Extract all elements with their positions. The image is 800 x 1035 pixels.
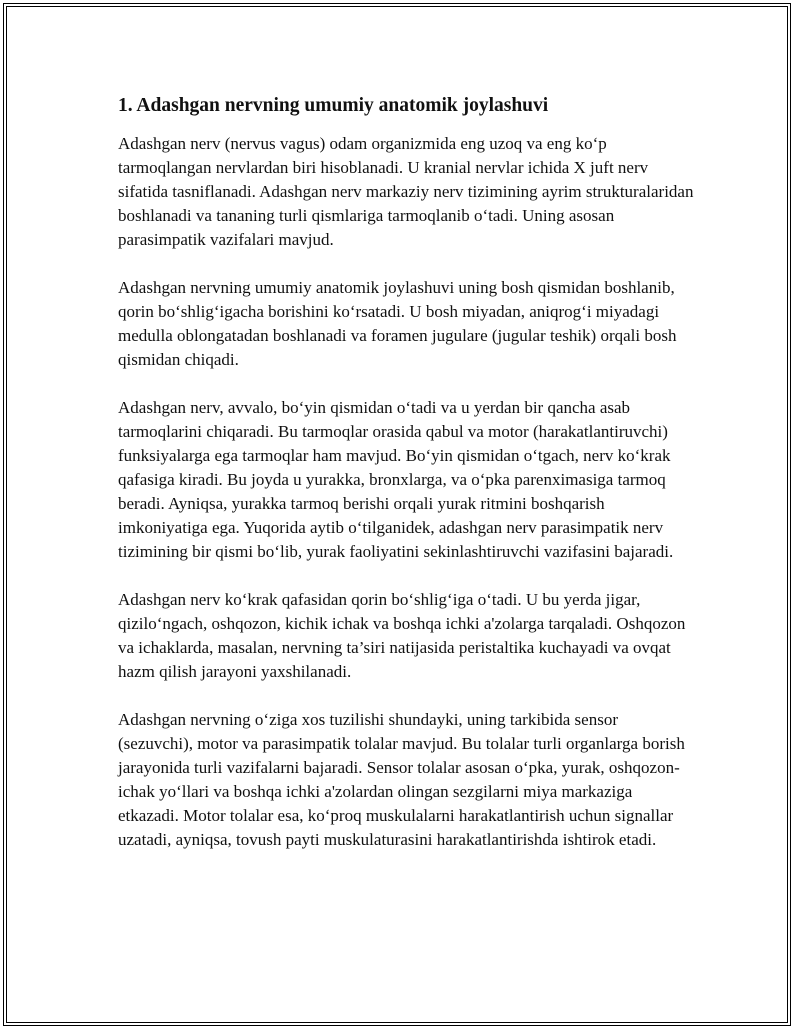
paragraph-3: Adashgan nerv, avvalo, bo‘yin qismidan o‘tadi va u yerdan bir qancha asab tarmoqlarini chiqaradi. Bu tarmoqlar orasida qabul va motor (harakatlantiruvchi) funksiyalarga ega tarmoqlar ham mavjud. Bo‘yin qismidan o‘tgach, nerv ko‘krak qafasiga kiradi. Bu joyda u yurakka, bronxlarga, va o‘pka parenximasiga tarmoq beradi. Ayniqsa, yurakka tarmoq berishi orqali yurak ritmini boshqarish imkoniyatiga ega. Yuqorida aytib o‘tilganidek, adashgan nerv parasimpatik nerv tizimining bir qismi bo‘lib, yurak faoliyatini sekinlashtiruvchi vazifasini bajaradi. <box>118 398 674 561</box>
paragraph-4: Adashgan nerv ko‘krak qafasidan qorin bo‘shlig‘iga o‘tadi. U bu yerda jigar, qizilo‘ngach, oshqozon, kichik ichak va boshqa ichki a'zolarga tarqaladi. Oshqozon va ichaklarda, masalan, nervning ta’siri natijasida peristaltika kuchayadi va ovqat hazm qilish jarayoni yaxshilanadi. <box>118 590 686 681</box>
paragraph-1: Adashgan nerv (nervus vagus) odam organizmida eng uzoq va eng ko‘p tarmoqlangan nervlardan biri hisoblanadi. U kranial nervlar ichida X juft nerv sifatida tasniflanadi. Adashgan nerv markaziy nerv tizimining ayrim strukturalaridan boshlanadi va tananing turli qismlariga tarmoqlanib o‘tadi. Uning asosan parasimpatik vazifalari mavjud. <box>118 134 694 249</box>
section-heading: 1. Adashgan nervning umumiy anatomik joylashuvi <box>118 95 549 116</box>
paragraph-2: Adashgan nervning umumiy anatomik joylashuvi uning bosh qismidan boshlanib, qorin bo‘shlig‘igacha borishini ko‘rsatadi. U bosh miyadan, aniqrog‘i miyadagi medulla oblongatadan boshlanadi va foramen jugulare (jugular teshik) orqali bosh qismidan chiqadi. <box>118 278 677 369</box>
document-body <box>118 92 696 876</box>
paragraph-5: Adashgan nervning o‘ziga xos tuzilishi shundayki, uning tarkibida sensor (sezuvchi), motor va parasimpatik tolalar mavjud. Bu tolalar turli organlarga borish jarayonida turli vazifalarni bajaradi. Sensor tolalar asosan o‘pka, yurak, oshqozon-ichak yo‘llari va boshqa ichki a'zolardan olingan sezgilarni miya markaziga etkazadi. Motor tolalar esa, ko‘proq muskulalarni harakatlantirish uchun signallar uzatadi, ayniqsa, tovush payti muskulaturasini harakatlantirishda ishtirok etadi. <box>118 710 685 849</box>
